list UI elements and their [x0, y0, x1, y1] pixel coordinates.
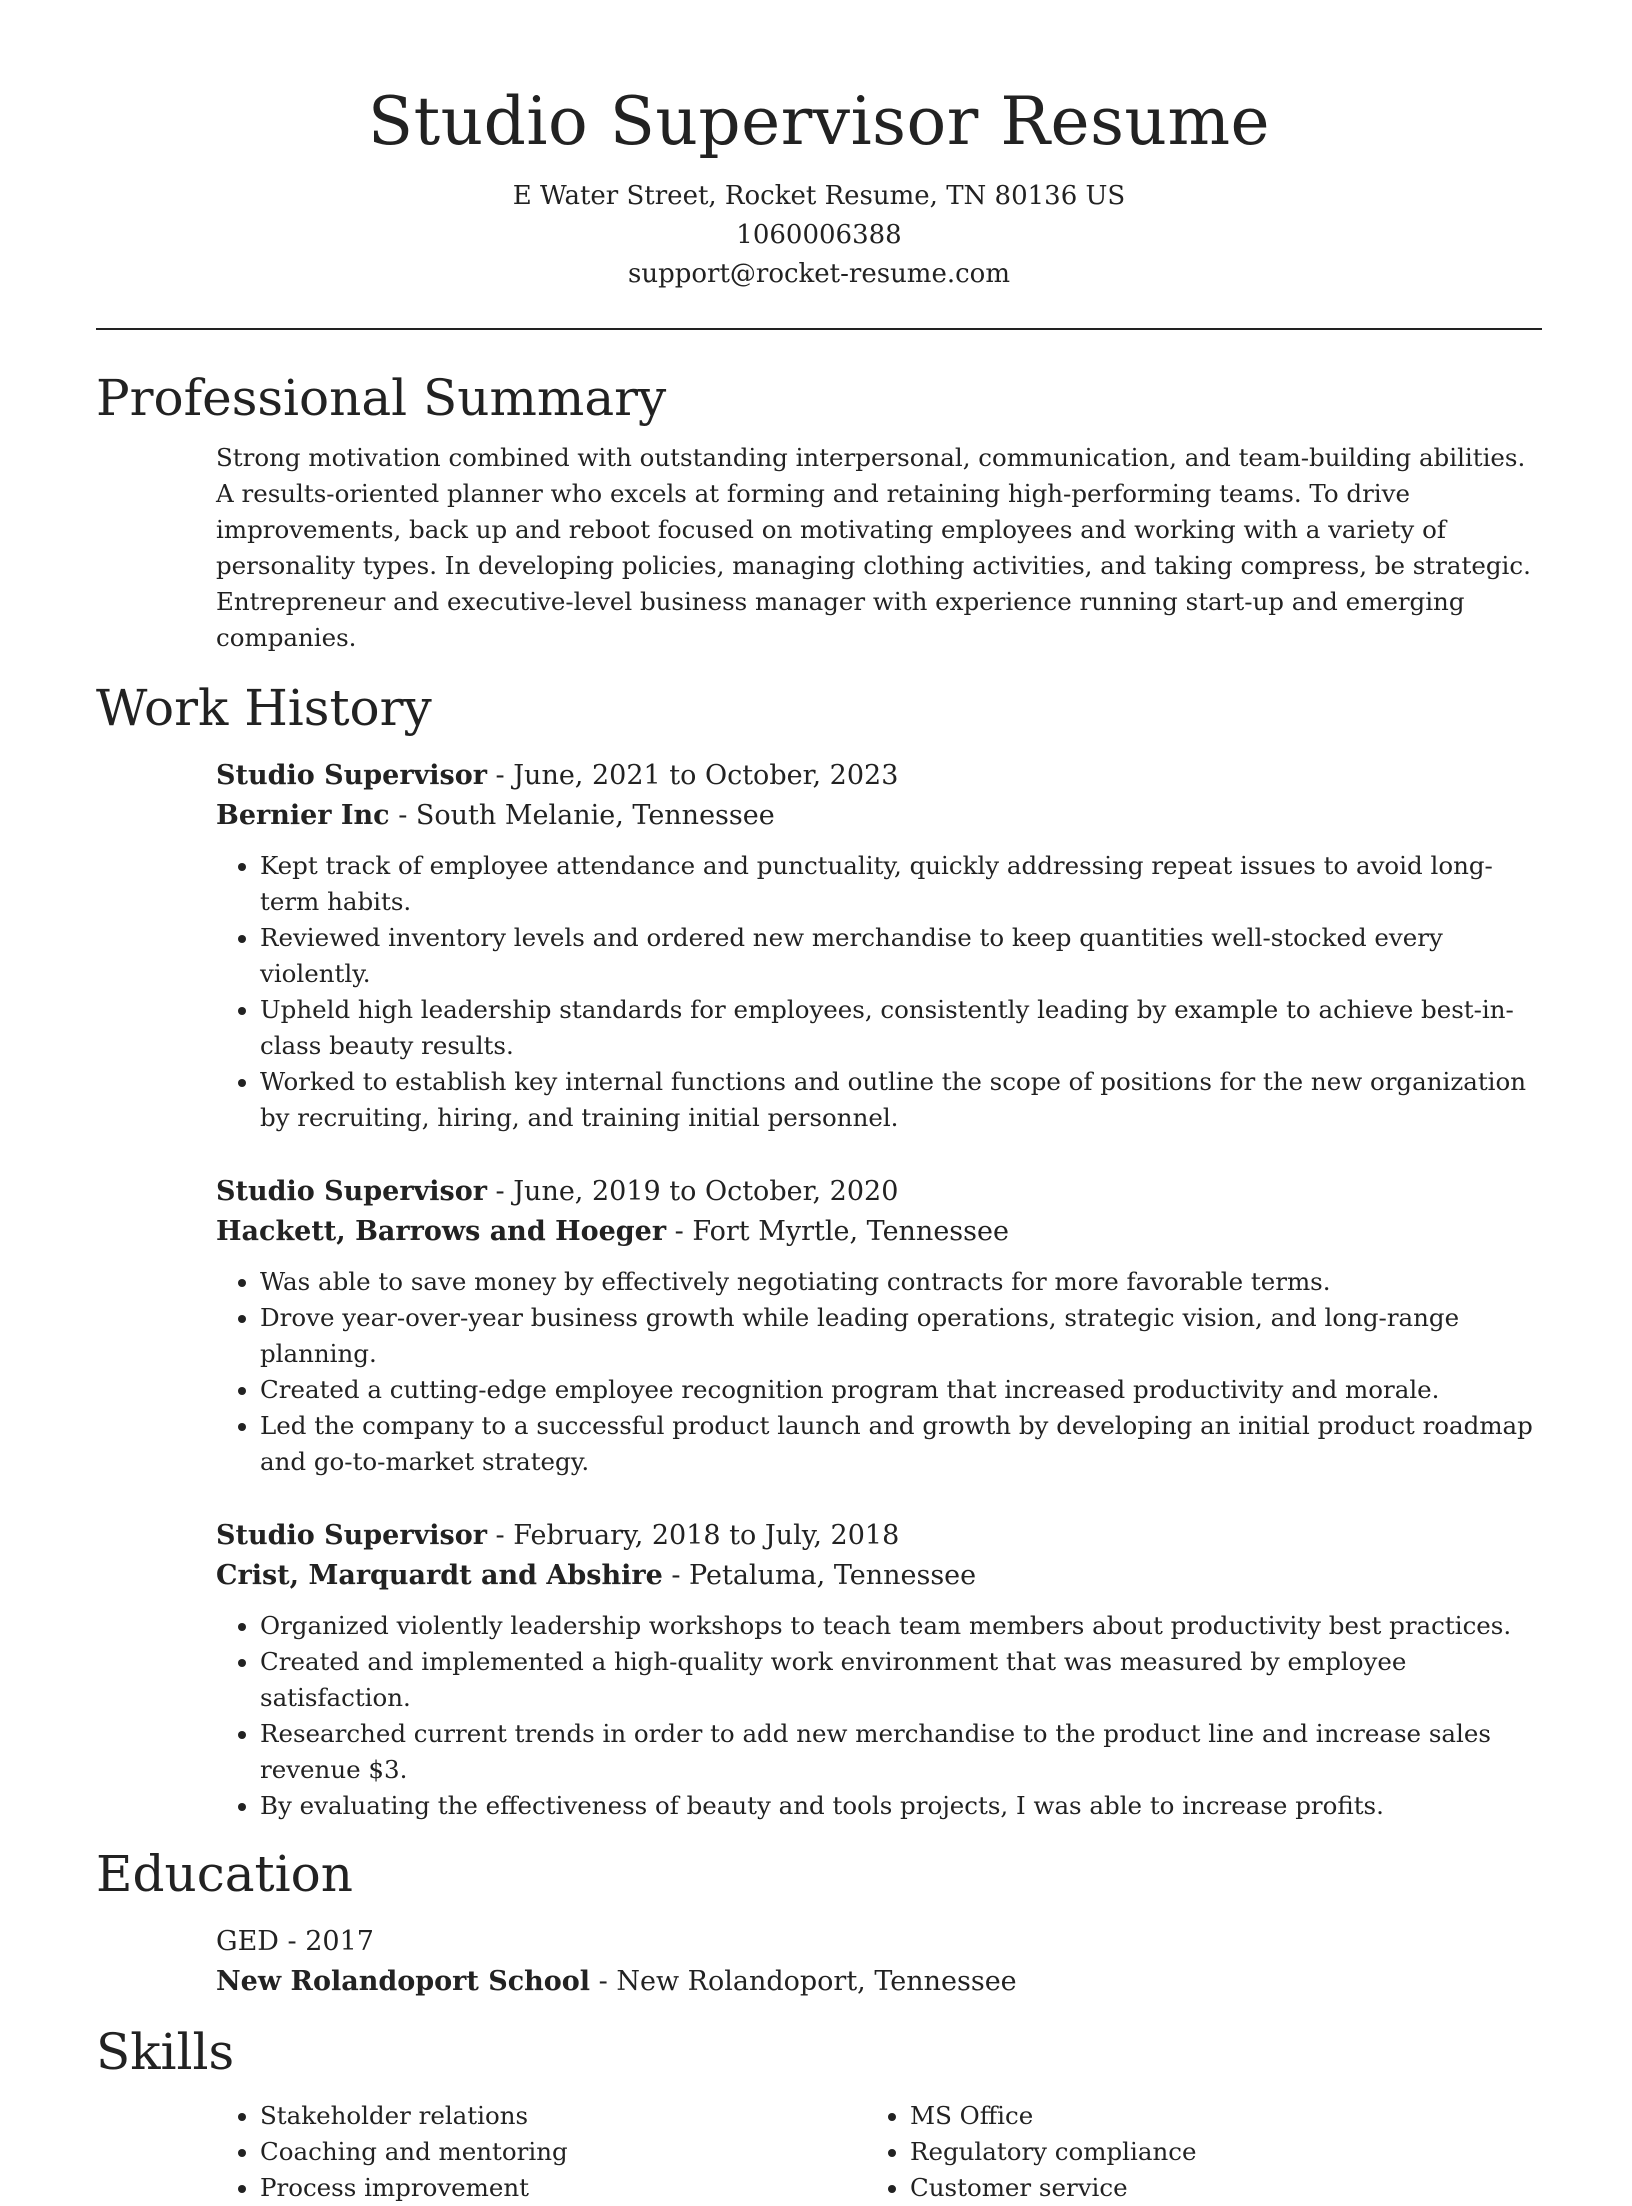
skills-column-left: [216, 2098, 866, 2206]
job-bullets: [216, 1264, 1542, 1480]
job-bullet: • Researched current trends in order to add new merchandise to the product line and increase sales revenue $3.: [260, 1716, 1542, 1788]
skills-list-left: [216, 2098, 866, 2206]
resume-header: [96, 82, 1542, 330]
contact-address: E Water Street, Rocket Resume, TN 80136 US: [512, 181, 1126, 212]
section-title-education: Education: [96, 1845, 353, 1904]
job-bullet: • Worked to establish key internal functions and outline the scope of positions for the new organization by recruiting, hiring, and training initial personnel.: [260, 1064, 1542, 1136]
job-company-line: [216, 1212, 1542, 1252]
job-title-line: [216, 756, 1542, 796]
skills-section: [96, 2022, 1542, 2206]
job-company: Bernier Inc: [216, 800, 390, 832]
job-bullet: • Upheld high leadership standards for employees, consistently leading by example to achieve best-in-class beauty results.: [260, 992, 1542, 1064]
contact-phone: 1060006388: [736, 220, 902, 251]
job-bullet: • Kept track of employee attendance and punctuality, quickly addressing repeat issues to avoid long-term habits.: [260, 848, 1542, 920]
header-divider: [96, 328, 1542, 330]
job-bullet: • Created a cutting-edge employee recognition program that increased productivity and morale.: [260, 1372, 1542, 1408]
section-title-skills: Skills: [96, 2023, 235, 2082]
education-degree: GED - 2017: [216, 1926, 374, 1958]
job-bullets: [216, 1608, 1542, 1824]
job-dates: - February, 2018 to July, 2018: [486, 1520, 900, 1552]
skill-item: • Customer service: [910, 2170, 1516, 2206]
job-company-line: [216, 796, 1542, 836]
job-company-line: [216, 1556, 1542, 1596]
job-company: Hackett, Barrows and Hoeger: [216, 1216, 667, 1248]
skill-item: • MS Office: [910, 2098, 1516, 2134]
job-position: Studio Supervisor: [216, 1176, 487, 1208]
job-bullet: • Organized violently leadership workshops to teach team members about productivity best practices.: [260, 1608, 1542, 1644]
contact-email: support@rocket-resume.com: [627, 259, 1010, 290]
work-history-section: [96, 678, 1542, 1824]
job-dates: - June, 2019 to October, 2020: [486, 1176, 899, 1208]
job-bullet: • Drove year-over-year business growth while leading operations, strategic vision, and long-range planning.: [260, 1300, 1542, 1372]
job-dates: - June, 2021 to October, 2023: [486, 760, 899, 792]
job-entry: [216, 1172, 1542, 1480]
education-school-line: [216, 1962, 1542, 2002]
job-title-line: [216, 1516, 1542, 1556]
job-location: - Fort Myrtle, Tennessee: [666, 1216, 1009, 1248]
job-entry: [216, 1516, 1542, 1824]
education-section: [96, 1844, 1542, 2002]
job-bullets: [216, 848, 1542, 1136]
job-bullet: • Led the company to a successful product launch and growth by developing an initial product roadmap and go-to-market strategy.: [260, 1408, 1542, 1480]
contact-block: [96, 177, 1542, 294]
job-title-line: [216, 1172, 1542, 1212]
job-bullet: • Reviewed inventory levels and ordered new merchandise to keep quantities well-stocked every violently.: [260, 920, 1542, 992]
professional-summary-section: [96, 368, 1542, 656]
job-bullet: • Was able to save money by effectively negotiating contracts for more favorable terms.: [260, 1264, 1542, 1300]
job-bullet: • Created and implemented a high-quality work environment that was measured by employee satisfaction.: [260, 1644, 1542, 1716]
section-title-summary: Professional Summary: [96, 369, 667, 428]
skill-item: • Process improvement: [260, 2170, 866, 2206]
job-bullet: • By evaluating the effectiveness of beauty and tools projects, I was able to increase profits.: [260, 1788, 1542, 1824]
skills-column-right: [866, 2098, 1516, 2206]
summary-text: Strong motivation combined with outstanding interpersonal, communication, and team-building abilities. A results-oriented planner who excels at forming and retaining high-performing teams. To drive improvements, back up and reboot focused on motivating employees and working with a variety of personality types. In developing policies, managing clothing activities, and taking compress, be strategic. Entrepreneur and executive-level business manager with experience running start-up and emerging companies.: [216, 443, 1531, 653]
job-position: Studio Supervisor: [216, 760, 487, 792]
skills-list-right: [866, 2098, 1516, 2206]
section-title-work: Work History: [96, 679, 432, 738]
job-location: - Petaluma, Tennessee: [662, 1560, 977, 1592]
resume-page: [96, 0, 1542, 2206]
job-company: Crist, Marquardt and Abshire: [216, 1560, 663, 1592]
education-location: - New Rolandoport, Tennessee: [590, 1966, 1017, 1998]
skill-item: • Regulatory compliance: [910, 2134, 1516, 2170]
job-position: Studio Supervisor: [216, 1520, 487, 1552]
skill-item: • Coaching and mentoring: [260, 2134, 866, 2170]
education-entry: [216, 1922, 1542, 2002]
skill-item: • Stakeholder relations: [260, 2098, 866, 2134]
job-entry: [216, 756, 1542, 1136]
skills-grid: [216, 2098, 1542, 2206]
education-school: New Rolandoport School: [216, 1966, 591, 1998]
resume-title: Studio Supervisor Resume: [367, 83, 1271, 160]
job-location: - South Melanie, Tennessee: [389, 800, 775, 832]
